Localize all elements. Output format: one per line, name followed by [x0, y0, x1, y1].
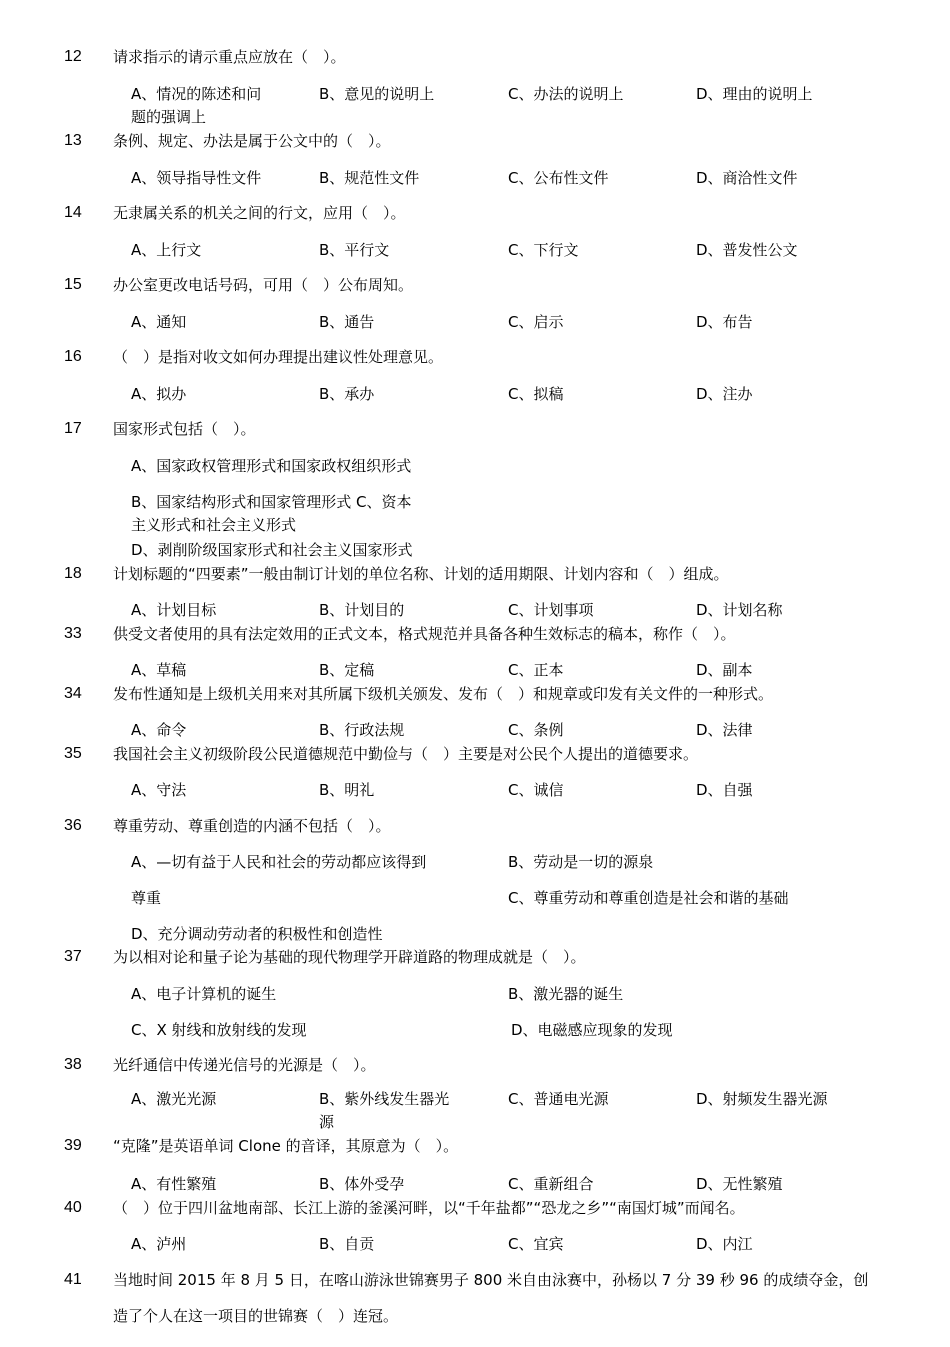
option-b: B、行政法规 [319, 721, 405, 739]
question-text: 国家形式包括（ ）。 [113, 420, 256, 438]
option-c: C、尊重劳动和尊重创造是社会和谐的基础 [508, 889, 789, 907]
option-b: B、国家结构形式和国家管理形式 C、资本 [131, 493, 412, 511]
option-a: A、激光光源 [131, 1090, 217, 1108]
option-a: A、电子计算机的诞生 [131, 985, 277, 1003]
option-c: C、办法的说明上 [508, 85, 624, 103]
question-number: 40 [64, 1199, 82, 1216]
option-c: C、宜宾 [508, 1235, 564, 1253]
option-a: A、通知 [131, 313, 187, 331]
option-d: D、注办 [696, 385, 753, 403]
option-b: B、紫外线发生器光 [319, 1090, 450, 1108]
question-text: （ ）是指对收文如何办理提出建议性处理意见。 [113, 348, 444, 366]
option-b: B、劳动是一切的源泉 [508, 853, 654, 871]
option-c: C、X 射线和放射线的发现 [131, 1021, 307, 1039]
option-b-continued: 源 [319, 1113, 335, 1131]
option-a: A、上行文 [131, 241, 202, 259]
option-a: A、—切有益于人民和社会的劳动都应该得到 [131, 853, 427, 871]
question-text: 我国社会主义初级阶段公民道德规范中勤俭与（ ）主要是对公民个人提出的道德要求。 [113, 745, 699, 763]
option-b: B、承办 [319, 385, 375, 403]
option-d: D、无性繁殖 [696, 1175, 783, 1193]
option-a: A、拟办 [131, 385, 187, 403]
option-a: A、有性繁殖 [131, 1175, 217, 1193]
option-d: D、布告 [696, 313, 753, 331]
question-text: 办公室更改电话号码，可用（ ）公布周知。 [113, 276, 414, 294]
option-d: D、射频发生器光源 [696, 1090, 828, 1108]
question-text: 无隶属关系的机关之间的行文，应用（ ）。 [113, 204, 406, 222]
option-d: D、商洽性文件 [696, 169, 798, 187]
option-d: D、计划名称 [696, 601, 783, 619]
option-c: C、诚信 [508, 781, 564, 799]
option-b: B、体外受孕 [319, 1175, 405, 1193]
question-number: 13 [64, 132, 82, 149]
question-number: 36 [64, 817, 82, 834]
option-a: A、守法 [131, 781, 187, 799]
option-d: D、电磁感应现象的发现 [511, 1021, 673, 1039]
option-b: B、自贡 [319, 1235, 375, 1253]
option-b: B、定稿 [319, 661, 375, 679]
option-d: D、普发性公文 [696, 241, 798, 259]
option-d: D、副本 [696, 661, 753, 679]
option-c: C、拟稿 [508, 385, 564, 403]
question-text: 请求指示的请示重点应放在（ ）。 [113, 48, 346, 66]
question-number: 16 [64, 348, 82, 365]
question-text: 供受文者使用的具有法定效用的正式文本，格式规范并具备各种生效标志的稿本，称作（ ）。 [113, 625, 736, 643]
question-number: 14 [64, 204, 82, 221]
question-text: （ ）位于四川盆地南部、长江上游的釜溪河畔，以“千年盐都”“恐龙之乡”“南国灯城”而闻名。 [113, 1199, 745, 1217]
option-c: C、普通电光源 [508, 1090, 609, 1108]
option-a: A、领导指导性文件 [131, 169, 262, 187]
option-a: A、草稿 [131, 661, 187, 679]
option-c: C、条例 [508, 721, 564, 739]
option-a: A、命令 [131, 721, 187, 739]
option-c-continued: 主义形式和社会主义形式 [131, 516, 297, 534]
option-b: B、计划目的 [319, 601, 405, 619]
question-text-continued: 造了个人在这一项目的世锦赛（ ）连冠。 [113, 1307, 399, 1325]
option-a-continued: 题的强调上 [131, 108, 207, 126]
question-number: 33 [64, 625, 82, 642]
option-a: A、情况的陈述和问 [131, 85, 262, 103]
question-text: 光纤通信中传递光信号的光源是（ ）。 [113, 1056, 376, 1074]
option-a: A、计划目标 [131, 601, 217, 619]
question-number: 37 [64, 948, 82, 965]
option-b: B、意见的说明上 [319, 85, 435, 103]
question-number: 18 [64, 565, 82, 582]
option-d: D、理由的说明上 [696, 85, 813, 103]
question-text: “克隆”是英语单词 Clone 的音译，其原意为（ ）。 [113, 1137, 459, 1155]
question-text: 条例、规定、办法是属于公文中的（ ）。 [113, 132, 391, 150]
question-text: 发布性通知是上级机关用来对其所属下级机关颁发、发布（ ）和规章或印发有关文件的一种形式。 [113, 685, 774, 703]
option-b: B、规范性文件 [319, 169, 420, 187]
question-number: 38 [64, 1056, 82, 1073]
question-number: 15 [64, 276, 82, 293]
option-b: B、平行文 [319, 241, 390, 259]
option-c: C、正本 [508, 661, 564, 679]
option-a-continued: 尊重 [131, 889, 162, 907]
option-a: A、泸州 [131, 1235, 187, 1253]
question-text: 尊重劳动、尊重创造的内涵不包括（ ）。 [113, 817, 391, 835]
question-number: 12 [64, 48, 82, 65]
option-b: B、通告 [319, 313, 375, 331]
option-b: B、明礼 [319, 781, 375, 799]
question-number: 17 [64, 420, 82, 437]
option-d: D、自强 [696, 781, 753, 799]
option-c: C、下行文 [508, 241, 579, 259]
option-d: D、剥削阶级国家形式和社会主义国家形式 [131, 541, 413, 559]
question-text: 计划标题的“四要素”一般由制订计划的单位名称、计划的适用期限、计划内容和（ ）组成。 [113, 565, 729, 583]
option-c: C、公布性文件 [508, 169, 609, 187]
question-number: 41 [64, 1271, 82, 1288]
option-d: D、充分调动劳动者的积极性和创造性 [131, 925, 383, 943]
question-text: 为以相对论和量子论为基础的现代物理学开辟道路的物理成就是（ ）。 [113, 948, 586, 966]
option-b: B、激光器的诞生 [508, 985, 624, 1003]
option-d: D、内江 [696, 1235, 753, 1253]
option-d: D、法律 [696, 721, 753, 739]
question-text: 当地时间 2015 年 8 月 5 日，在喀山游泳世锦赛男子 800 米自由泳赛中，孙杨以 7 分 39 秒 96 的成绩夺金，创 [113, 1271, 869, 1289]
question-number: 39 [64, 1137, 82, 1154]
question-number: 34 [64, 685, 82, 702]
option-a: A、国家政权管理形式和国家政权组织形式 [131, 457, 412, 475]
option-c: C、重新组合 [508, 1175, 594, 1193]
option-c: C、启示 [508, 313, 564, 331]
question-number: 35 [64, 745, 82, 762]
option-c: C、计划事项 [508, 601, 594, 619]
